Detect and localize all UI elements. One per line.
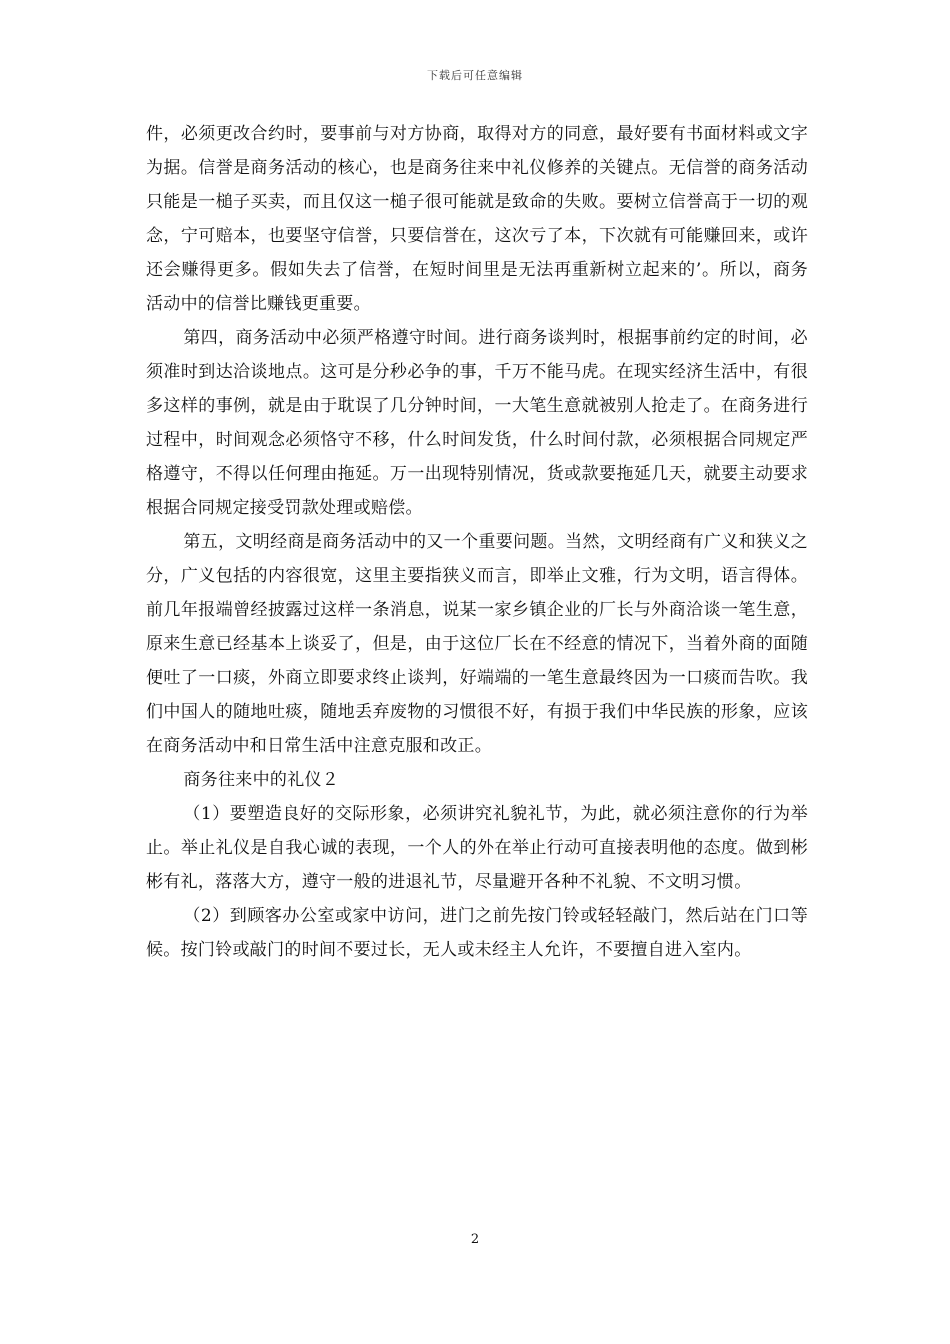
paragraph-civilized-business: 第五，文明经商是商务活动中的又一个重要问题。当然，文明经商有广义和狭义之分，广义包括的内容很宽，这里主要指狭义而言，即举止文雅，行为文明，语言得体。前几年报端曾经披露过这样一条消息，说某一家乡镇企业的厂长与外商洽谈一笔生意，原来生意已经基本上谈妥了，但是，由于这位厂长在不经意的情况下，当着外商的面随便吐了一口痰，外商立即要求终止谈判，好端端的一笔生意最终因为一口痰而告吹。我们中国人的随地吐痰，随地丢弃废物的习惯很不好，有损于我们中华民族的形象，应该在商务活动中和日常生活中注意克服和改正。 [146, 532, 808, 756]
paragraph-punctuality: 第四，商务活动中必须严格遵守时间。进行商务谈判时，根据事前约定的时间，必须准时到达洽谈地点。这可是分秒必争的事，千万不能马虎。在现实经济生活中，有很多这样的事例，就是由于耽误了几分钟时间，一大笔生意就被别人抢走了。在商务进行过程中，时间观念必须恪守不移，什么时间发货，什么时间付款，必须根据合同规定严格遵守，不得以任何理由拖延。万一出现特别情况，货或款要拖延几天，就要主动要求根据合同规定接受罚款处理或赔偿。 [146, 328, 808, 518]
page-number: 2 [470, 1232, 480, 1247]
section-heading: 商务往来中的礼仪２ [183, 770, 340, 790]
page-header: 下载后可任意编辑 [427, 69, 523, 82]
document-body [146, 117, 808, 967]
paragraph-credibility-continued: 件，必须更改合约时，要事前与对方协商，取得对方的同意，最好要有书面材料或文字为据。信誉是商务活动的核心，也是商务往来中礼仪修养的关键点。无信誉的商务活动只能是一槌子买卖，而且仅这一槌子很可能就是致命的失败。要树立信誉高于一切的观念，宁可赔本，也要坚守信誉，只要信誉在，这次亏了本，下次就有可能赚回来，或许还会赚得更多。假如失去了信誉，在短时间里是无法再重新树立起来的’。所以，商务活动中的信誉比赚钱更重要。 [146, 124, 808, 314]
paragraph-item-2: （2）到顾客办公室或家中访问，进门之前先按门铃或轻轻敲门，然后站在门口等候。按门铃或敲门的时间不要过长，无人或未经主人允许，不要擅自进入室内。 [146, 906, 808, 960]
paragraph-item-1: （1）要塑造良好的交际形象，必须讲究礼貌礼节，为此，就必须注意你的行为举止。举止礼仪是自我心诚的表现，一个人的外在举止行动可直接表明他的态度。做到彬彬有礼，落落大方，遵守一般的进退礼节，尽量避开各种不礼貌、不文明习惯。 [146, 804, 808, 892]
